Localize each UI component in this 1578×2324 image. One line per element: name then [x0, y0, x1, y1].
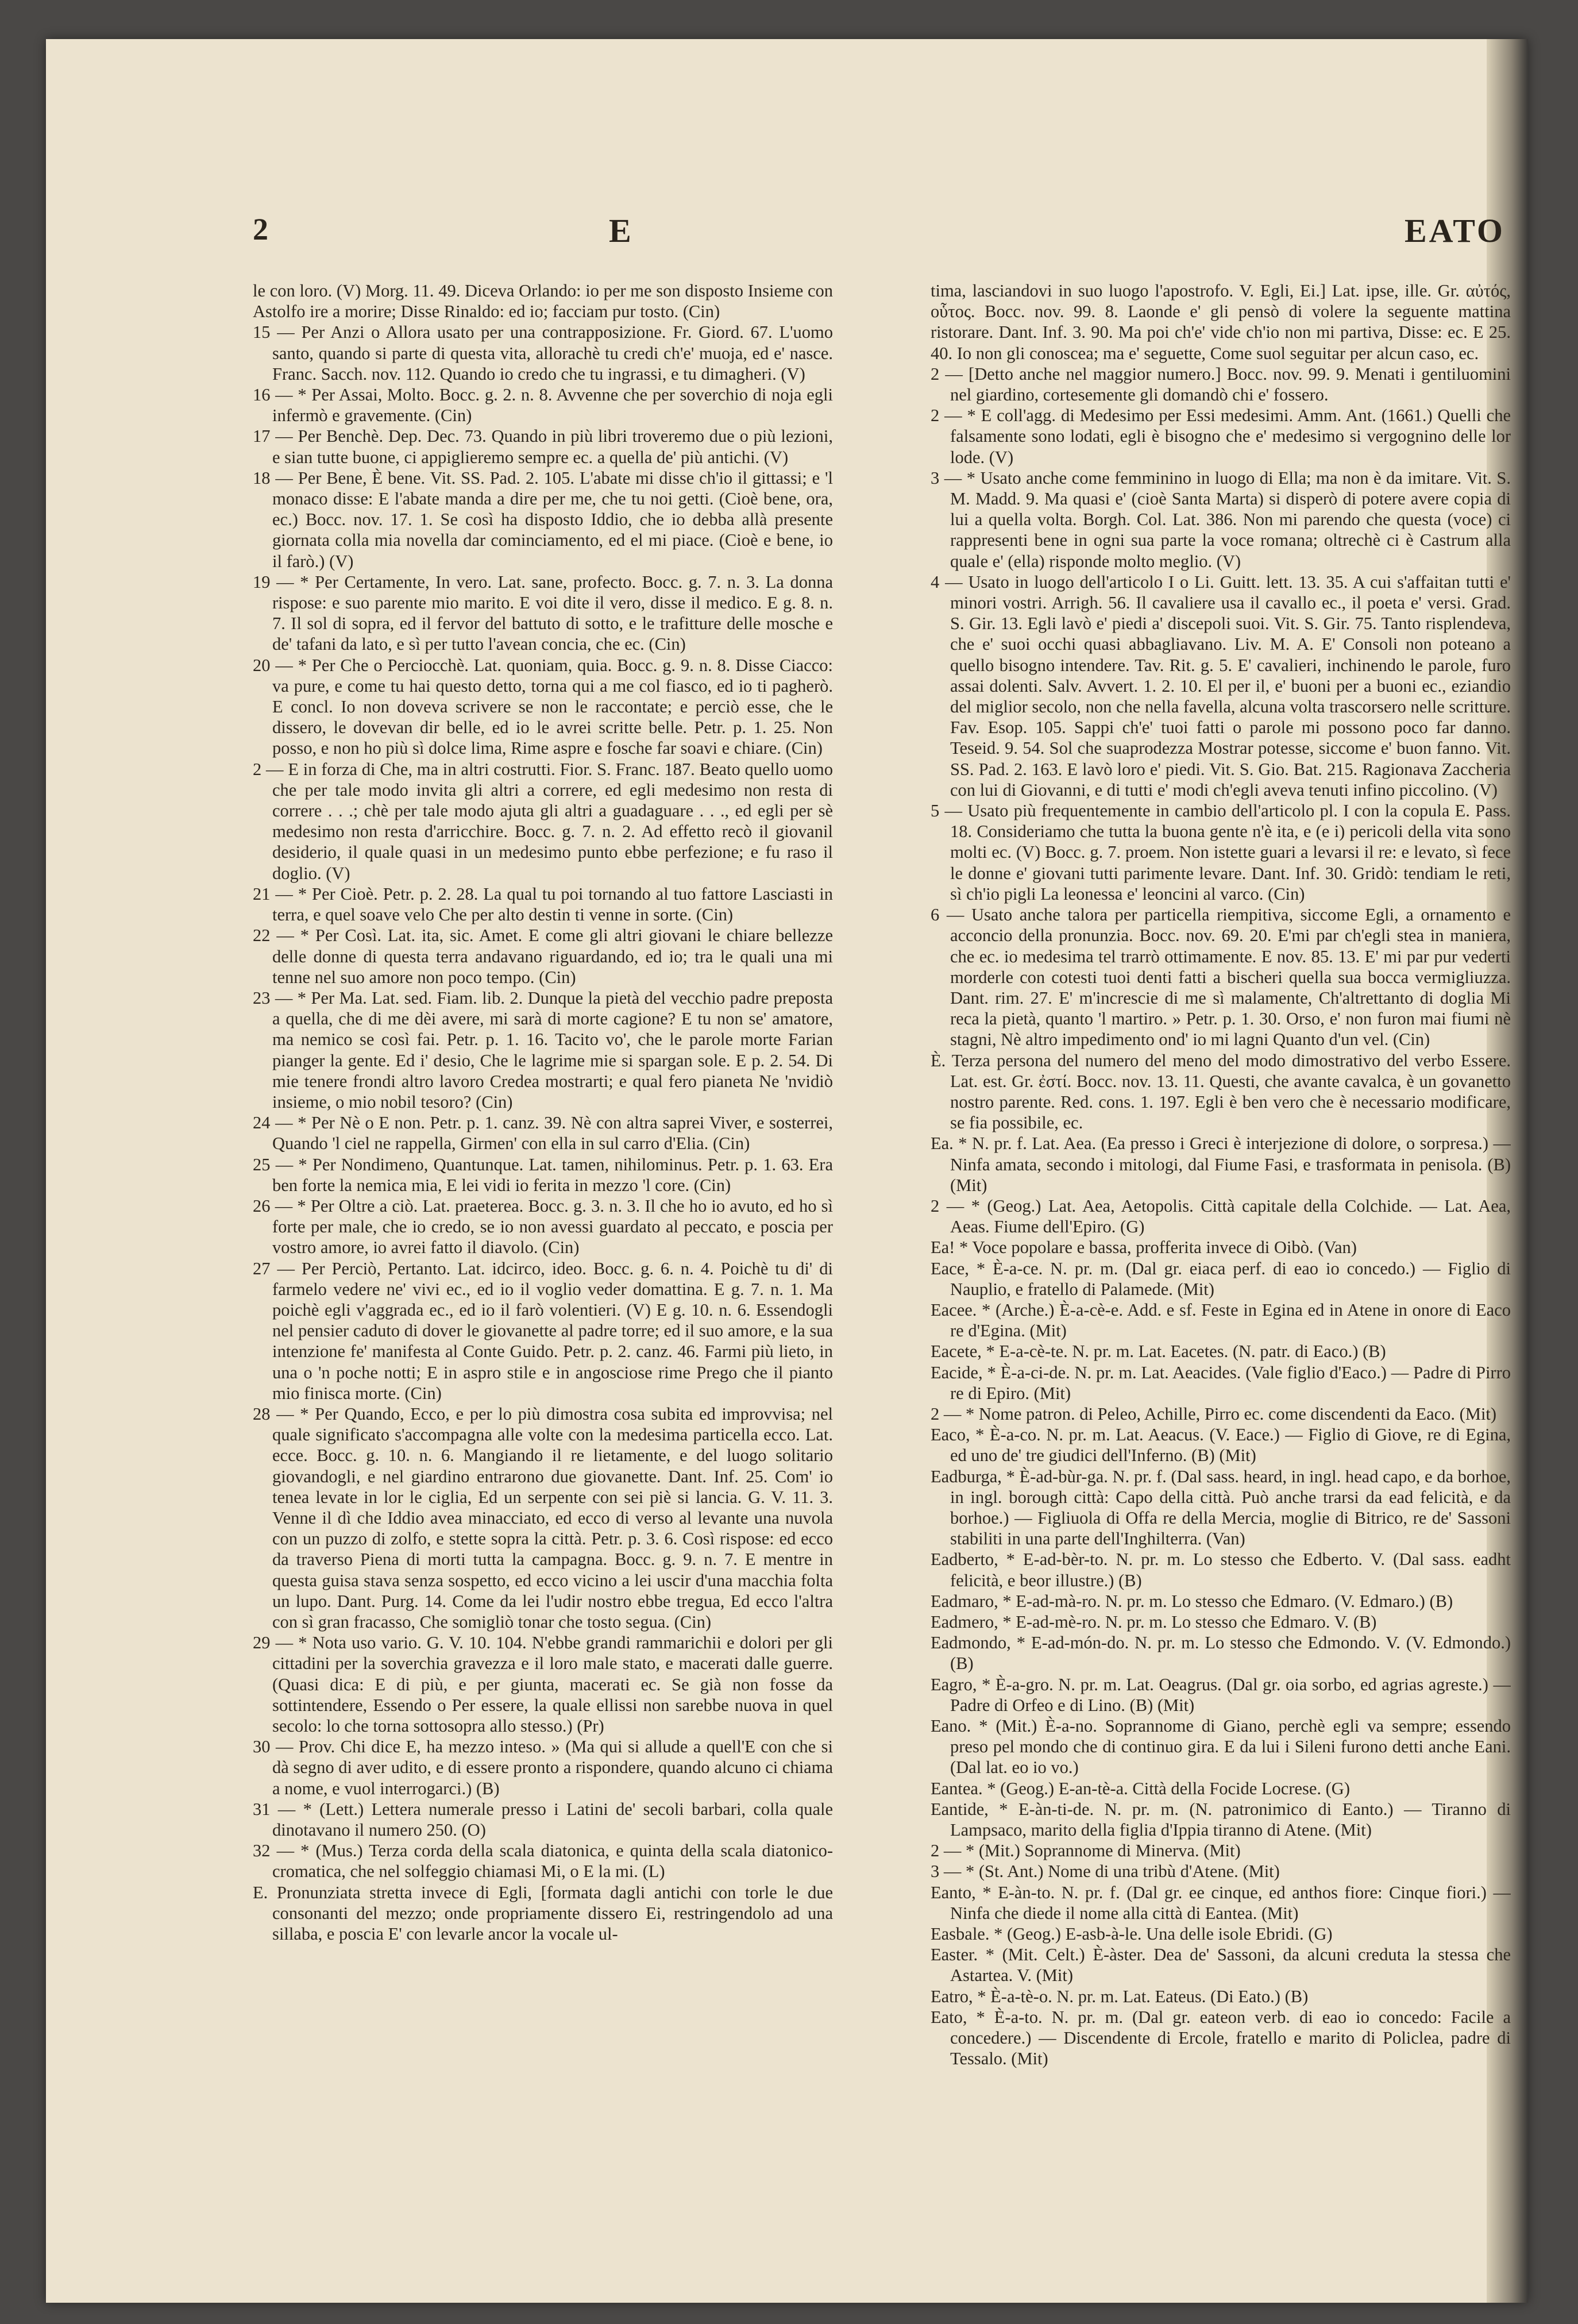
- dictionary-entry: 15 — Per Anzi o Allora usato per una contrapposizione. Fr. Giord. 67. L'uomo santo, quando si parte di questa vita, allorachè tu credi ch'e' muoja, ed e' nasce. Franc. Sacch. nov. 112. Quando io credo che tu ingrassi, e tu dimagheri. (V): [253, 322, 833, 384]
- dictionary-entry: 24 — * Per Nè o E non. Petr. p. 1. canz. 39. Nè con altra saprei Viver, e sosterrei, Quando 'l ciel ne rappella, Girmen' con ella in sul carro d'Elia. (Cin): [253, 1113, 833, 1154]
- dictionary-entry: Eadmaro, * E-ad-mà-ro. N. pr. m. Lo stesso che Edmaro. (V. Edmaro.) (B): [931, 1591, 1453, 1611]
- dictionary-entry: Eadmondo, * E-ad-món-do. N. pr. m. Lo stesso che Edmondo. V. (V. Edmondo.) (B): [931, 1633, 1511, 1674]
- dictionary-entry: 28 — * Per Quando, Ecco, e per lo più dimostra cosa subita ed improvvisa; nel quale significato s'accompagna alle volte con la medesima particella ecco. Lat. ecce. Bocc. g. 10. n. 6. Mangiando il re lietamente, e del luogo solitario giovandogli, e nel giardino entrarono due giovanette. Dant. Inf. 25. Com' io tenea levate in lor le ciglia, Ed un serpente con sei piè si lancia. G. V. 11. 3. Venne il dì che Iddio avea minacciato, ed ecco di verso al levante una nuvola con un puzzo di zolfo, e stette sopra la città. Petr. p. 3. 6. Così rispose: ed ecco da traverso Piena di morti tutta la campagna. Bocc. g. 9. n. 7. E mentre in questa guisa stava senza sospetto, ed ecco vicino a lei uscir d'una macchia folta un lupo. Dant. Purg. 14. Come da lei l'udir nostro ebbe tregua, Ed ecco l'altra con sì gran fracasso, Che somigliò tonar che tosto segua. (Cin): [253, 1404, 833, 1632]
- dictionary-entry: Eacide, * È-a-ci-de. N. pr. m. Lat. Aeacides. (Vale figlio d'Eaco.) — Padre di Pirro re di Epiro. (Mit): [931, 1362, 1511, 1403]
- dictionary-entry: Easbale. * (Geog.) E-asb-à-le. Una delle isole Ebridi. (G): [931, 1924, 1333, 1944]
- dictionary-entry: 29 — * Nota uso vario. G. V. 10. 104. N'ebbe grandi rammarichii e dolori per gli cittadini per la soverchia gravezza e il loro male stato, e macerati dalle guerre. (Quasi dica: E di più, e per giunta, macerati ec. Se già non fosse da sottintendere, Essendo o Per essere, la quale ellissi non sarebbe nuova in quel secolo: lo che torna sottosopra allo stesso.) (Pr): [253, 1633, 833, 1736]
- dictionary-entry: 27 — Per Perciò, Pertanto. Lat. idcirco, ideo. Bocc. g. 6. n. 4. Poichè tu di' di farmelo vedere ne' vivi ec., ed io il voglio veder domattina. E g. 7. n. 1. Ma poichè egli v'aggrada ec., ed io il farò volentieri. (V) E g. 10. n. 6. Essendogli nel pensier caduto di dover le giovanette al padre torre; ed il suo amore, e la sua intenzione fe' manifesta al Conte Guido. Petr. p. 2. canz. 46. Farmi più lieto, in una o 'n poche notti; E in aspro stile e in angosciose rime Prego che il pianto mio finisca morte. (Cin): [253, 1258, 833, 1403]
- dictionary-entry: Easter. * (Mit. Celt.) È-àster. Dea de' Sassoni, da alcuni creduta la stessa che Astartea. V. (Mit): [931, 1945, 1511, 1986]
- dictionary-page: [46, 39, 1528, 2303]
- dictionary-entry: 32 — * (Mus.) Terza corda della scala diatonica, e quinta della scala diatonico-cromatica, che nel solfeggio chiamasi Mi, o E la mi. (L): [253, 1841, 833, 1882]
- dictionary-entry: 3 — * (St. Ant.) Nome di una tribù d'Atene. (Mit): [931, 1861, 1280, 1882]
- dictionary-entry: 6 — Usato anche talora per particella riempitiva, siccome Egli, a ornamento e acconcio della pronunzia. Bocc. nov. 69. 20. E'mi par ch'egli stea in maniera, che ec. io medesima tel trarrò ottimamente. E nov. 85. 13. E' mi par pur vederti morderle con cotesti tuoi denti fatti a bischeri quella sua bocca vermigliuzza. Dant. rim. 27. E' m'increscie di me sì malamente, Ch'altrettanto di doglia Mi reca la pietà, quanto 'l martiro. » Petr. p. 1. 30. Orso, e' non furon mai fiumi nè stagni, Nè altro impedimento ond' io mi lagni Quanto d'un vel. (Cin): [931, 905, 1511, 1050]
- right-column: [931, 280, 1511, 2245]
- dictionary-entry: Eacee. * (Arche.) È-a-cè-e. Add. e sf. Feste in Egina ed in Atene in onore di Eaco re d'Egina. (Mit): [931, 1300, 1511, 1341]
- dictionary-entry: 22 — * Per Così. Lat. ita, sic. Amet. E come gli altri giovani le chiare bellezze delle donne di questa terra andavano riguardando, ed io; tra le quali una mi tenne nel suo amore non poco tempo. (Cin): [253, 926, 833, 987]
- dictionary-entry: Eantea. * (Geog.) E-an-tè-a. Città della Focide Locrese. (G): [931, 1778, 1350, 1798]
- dictionary-entry: 20 — * Per Che o Perciocchè. Lat. quoniam, quia. Bocc. g. 9. n. 8. Disse Ciacco: va pure, e come tu hai questo detto, torna qui a me col fiasco, ed io ti pagherò. E concl. Io non doveva scrivere se non le raccontate; e perciò esse, che le dissero, le dovevan dir belle, ed io le avrei scritte belle. Petr. p. 1. 25. Non posso, e non ho più sì dolce lima, Rime aspre e fosche far soavi e chiare. (Cin): [253, 655, 833, 758]
- dictionary-entry: tima, lasciandovi in suo luogo l'apostrofo. V. Egli, Ei.] Lat. ipse, ille. Gr. αὐτός, οὗτος. Bocc. nov. 99. 8. Laonde e' gli pensò di volere la seguente mattina ristorare. Dant. Inf. 3. 90. Ma poi ch'e' vide ch'io non mi partiva, Disse: ec. E 25. 40. Io non gli conoscea; ma e' seguette, Come suol seguitar per alcun caso, ec.: [931, 281, 1511, 363]
- left-column: [253, 280, 833, 2245]
- dictionary-entry: Eantide, * E-àn-ti-de. N. pr. m. (N. patronimico di Eanto.) — Tiranno di Lampsaco, marito della figlia d'Ippia tiranno di Atene. (Mit): [931, 1799, 1511, 1840]
- right-running-head: EATO: [1404, 212, 1505, 249]
- dictionary-entry: Eacete, * E-a-cè-te. N. pr. m. Lat. Eacetes. (N. patr. di Eaco.) (B): [931, 1342, 1386, 1362]
- dictionary-entry: Eadmero, * E-ad-mè-ro. N. pr. m. Lo stesso che Edmaro. V. (B): [931, 1612, 1377, 1632]
- dictionary-entry: 23 — * Per Ma. Lat. sed. Fiam. lib. 2. Dunque la pietà del vecchio padre preposta a quella, che di me dèi avere, mi sarà di morte cagione? E tu non se' amatore, ma nemico se così fai. Petr. p. 1. 16. Tacito vo', che le parole morte Farian pianger la gente. Ed i' desio, Che le lagrime mie si spargan sole. E p. 2. 54. Di mie tenere frondi altro lavoro Credea mostrarti; e qual fero pianeta Ne 'nvidiò insieme, o mio nobil tesoro? (Cin): [253, 988, 833, 1112]
- dictionary-entry: 2 — * (Geog.) Lat. Aea, Aetopolis. Città capitale della Colchide. — Lat. Aea, Aeas. Fiume dell'Epiro. (G): [931, 1196, 1511, 1237]
- dictionary-entry: Eagro, * È-a-gro. N. pr. m. Lat. Oeagrus. (Dal gr. oia sorbo, ed agrias agreste.) — Padre di Orfeo e di Lino. (B) (Mit): [931, 1674, 1511, 1715]
- dictionary-entry: E. Pronunziata stretta invece di Egli, [formata dagli antichi con torle le due consonanti del mezzo; onde propriamente dissero Ei, restringendolo ad una sillaba, e poscia E' con levarle ancor la vocale ul-: [253, 1882, 833, 1944]
- dictionary-entry: 30 — Prov. Chi dice E, ha mezzo inteso. » (Ma qui si allude a quell'E con che si dà segno di aver udito, e di essere pronto a rispondere, quando alcuno ci chiama a nome, e vuol interrogarci.) (B): [253, 1737, 833, 1798]
- dictionary-entry: Eadberto, * E-ad-bèr-to. N. pr. m. Lo stesso che Edberto. V. (Dal sass. eadht felicità, e beor illustre.) (B): [931, 1550, 1511, 1590]
- dictionary-entry: 2 — * (Mit.) Soprannome di Minerva. (Mit): [931, 1841, 1241, 1861]
- dictionary-entry: 26 — * Per Oltre a ciò. Lat. praeterea. Bocc. g. 3. n. 3. Il che ho io avuto, ed ho sì forte per male, che io credo, se io non avessi guardato al peccato, e poscia per vostro amore, io avrei fatto il diavolo. (Cin): [253, 1196, 833, 1258]
- left-running-head: E: [609, 212, 631, 249]
- dictionary-entry: 16 — * Per Assai, Molto. Bocc. g. 2. n. 8. Avvenne che per soverchio di noja egli infermò e gravemente. (Cin): [253, 385, 833, 426]
- dictionary-entry: 17 — Per Benchè. Dep. Dec. 73. Quando in più libri troveremo due o più lezioni, e sian tutte buone, ci appiglieremo sempre ec. a quella de' più antichi. (V): [253, 426, 833, 467]
- dictionary-entry: 2 — [Detto anche nel maggior numero.] Bocc. nov. 99. 9. Menati i gentiluomini nel giardino, cortesemente gli domandò chi e' fossero.: [931, 364, 1511, 405]
- dictionary-entry: Eato, * È-a-to. N. pr. m. (Dal gr. eateon verb. di eao io concedo: Facile a concedere.) — Discendente di Ercole, fratello e marito di Policlea, padre di Tessalo. (Mit): [931, 2007, 1511, 2069]
- dictionary-entry: 18 — Per Bene, È bene. Vit. SS. Pad. 2. 105. L'abate mi disse ch'io il gittassi; e 'l monaco disse: E l'abate manda a dire per me, che tu noi getti. (Cioè bene, ora, ec.) Bocc. nov. 17. 1. Se così ha disposto Iddio, che io debba allà presente giornata colla mia novella dar cominciamento, ed el mi piace. (Cioè e bene, io il farò.) (V): [253, 468, 833, 571]
- dictionary-entry: Eaco, * È-a-co. N. pr. m. Lat. Aeacus. (V. Eace.) — Figlio di Giove, re di Egina, ed uno de' tre giudici dell'Inferno. (B) (Mit): [931, 1425, 1511, 1466]
- dictionary-entry: Eadburga, * È-ad-bùr-ga. N. pr. f. (Dal sass. heard, in ingl. head capo, e da borhoe, in ingl. borough città: Capo della città. Può anche trarsi da ead felicità, e da borhoe.) — Figliuola di Offa re della Mercia, moglie di Bitrico, re de' Sassoni stabiliti in una parte dell'Inghilterra. (Van): [931, 1466, 1511, 1549]
- dictionary-entry: Eanto, * E-àn-to. N. pr. f. (Dal gr. ee cinque, ed anthos fiore: Cinque fiori.) — Ninfa che diede il nome alla città di Eantea. (Mit): [931, 1882, 1511, 1923]
- dictionary-entry: Eano. * (Mit.) È-a-no. Soprannome di Giano, perchè egli va sempre; essendo preso pel mondo che di continuo gira. E da lui i Sileni furono detti anche Eani. (Dal lat. eo io vo.): [931, 1716, 1511, 1778]
- dictionary-entry: Eace, * È-a-ce. N. pr. m. (Dal gr. eiaca perf. di eao io concedo.) — Figlio di Nauplio, e fratello di Palamede. (Mit): [931, 1258, 1511, 1299]
- dictionary-entry: È. Terza persona del numero del meno del modo dimostrativo del verbo Essere. Lat. est. Gr. ἐστί. Bocc. nov. 13. 11. Questi, che avante cavalca, è un govanetto nostro parente. Red. cons. 1. 197. Egli è ben vero che è necessario modificare, se fia possibile, ec.: [931, 1050, 1511, 1133]
- dictionary-entry: 4 — Usato in luogo dell'articolo I o Li. Guitt. lett. 13. 35. A cui s'affaitan tutti e' minori vostri. Arrigh. 56. Il cavaliere usa il cavallo ec., il poeta e' versi. Grad. S. Gir. 13. Egli lavò e' piedi a' discepoli suoi. Vit. S. Gir. 75. Tanto risplendeva, che e' suoi occhi quasi abbagliavano. Liv. M. A. E' Consoli non poteano a quello bisogno intendere. Tav. Rit. g. 5. E' cavalieri, inchinendo le parole, furo assai dolenti. Salv. Avvert. 1. 2. 10. El per il, e' buoni per a buoni ec., eziandio del miglior secolo, non che nella favella, alcuna volta trascorsero nelle scritture. Fav. Esop. 105. Sappi ch'e' tuoi fatti o parole mi possono poco far danno. Teseid. 9. 54. Sol che suaprodezza Mostrar potesse, siccome e' buon fanno. Vit. SS. Pad. 2. 163. E lavò loro e' piedi. Vit. S. Gio. Bat. 215. Ragionava Zaccheria con lui di Giovanni, e di tutti e' modi ch'egli aveva tenuti infino piccolino. (V): [931, 572, 1511, 800]
- dictionary-entry: 25 — * Per Nondimeno, Quantunque. Lat. tamen, nihilominus. Petr. p. 1. 63. Era ben forte la nemica mia, E lei vidi io ferita in mezzo 'l core. (Cin): [253, 1154, 833, 1195]
- dictionary-entry: le con loro. (V) Morg. 11. 49. Diceva Orlando: io per me son disposto Insieme con Astolfo ire a morire; Disse Rinaldo: ed io; facciam pur tosto. (Cin): [253, 281, 833, 322]
- dictionary-entry: 19 — * Per Certamente, In vero. Lat. sane, profecto. Bocc. g. 7. n. 3. La donna rispose: e suo parente mio marito. E voi dite il vero, disse il medico. E g. 8. n. 7. Il sol di sopra, ed il fervor del battuto di sotto, e le trafitture delle mosche e de' tafani da lato, e sì per tutto l'avean concia, che ec. (Cin): [253, 572, 833, 654]
- dictionary-entry: 3 — * Usato anche come femminino in luogo di Ella; ma non è da imitare. Vit. S. M. Madd. 9. Ma quasi e' (cioè Santa Marta) si disperò di potere avere copia di lui a quella volta. Borgh. Col. Lat. 386. Non mi parendo che questa (voce) ci rappresenti bene in ogni sua parte la voce romana; oltrechè ci è Castrum alla quale e' (ella) risponde molto meglio. (V): [931, 468, 1511, 571]
- dictionary-entry: 2 — * Nome patron. di Peleo, Achille, Pirro ec. come discendenti da Eaco. (Mit): [931, 1404, 1497, 1424]
- dictionary-entry: 5 — Usato più frequentemente in cambio dell'articolo pl. I con la copula E. Pass. 18. Consideriamo che tutta la buona gente n'è ita, e (e i) pericoli della vita sono molti ec. (V) Bocc. g. 7. proem. Non istette guari a levarsi il re: e levato, sì fece le donne e' giovani tutti parimente levare. Dant. Inf. 30. Gridò: tendiam le reti, sì ch'io pigli La leonessa e' leoncini al varco. (Cin): [931, 801, 1511, 904]
- dictionary-entry: 2 — * E coll'agg. di Medesimo per Essi medesimi. Amm. Ant. (1661.) Quelli che falsamente sono lodati, egli è bisogno che e' medesimo si vergognino delle lor lode. (V): [931, 406, 1511, 467]
- dictionary-entry: Eatro, * È-a-tè-o. N. pr. m. Lat. Eateus. (Di Eato.) (B): [931, 1986, 1309, 2006]
- dictionary-entry: 2 — E in forza di Che, ma in altri costrutti. Fior. S. Franc. 187. Beato quello uomo che per tale modo invita gli altri a correre, ed egli medesimo non resta di correre . . .; chè per tale modo ajuta gli altri a guadaguare . . ., ed egli per sè medesimo non resta d'arricchire. Bocc. g. 7. n. 2. Ad effetto recò il giovanil desiderio, il quale quasi in un medesimo punto ebbe perfezione; e fu raso il doglio. (V): [253, 759, 833, 883]
- page-header: [253, 211, 1505, 257]
- dictionary-entry: Ea. * N. pr. f. Lat. Aea. (Ea presso i Greci è interjezione di dolore, o sorpresa.) — Ninfa amata, secondo i mitologi, dal Fiume Fasi, e trasformata in penisola. (B) (Mit): [931, 1134, 1511, 1195]
- page-number: 2: [253, 212, 268, 246]
- dictionary-entry: Ea! * Voce popolare e bassa, profferita invece di Oibò. (Van): [931, 1238, 1357, 1258]
- dictionary-entry: 21 — * Per Cioè. Petr. p. 2. 28. La qual tu poi tornando al tuo fattore Lasciasti in terra, e quel soave velo Che per alto destin ti venne in sorte. (Cin): [253, 884, 833, 925]
- dictionary-entry: 31 — * (Lett.) Lettera numerale presso i Latini de' secoli barbari, colla quale dinotavano il numero 250. (O): [253, 1799, 833, 1840]
